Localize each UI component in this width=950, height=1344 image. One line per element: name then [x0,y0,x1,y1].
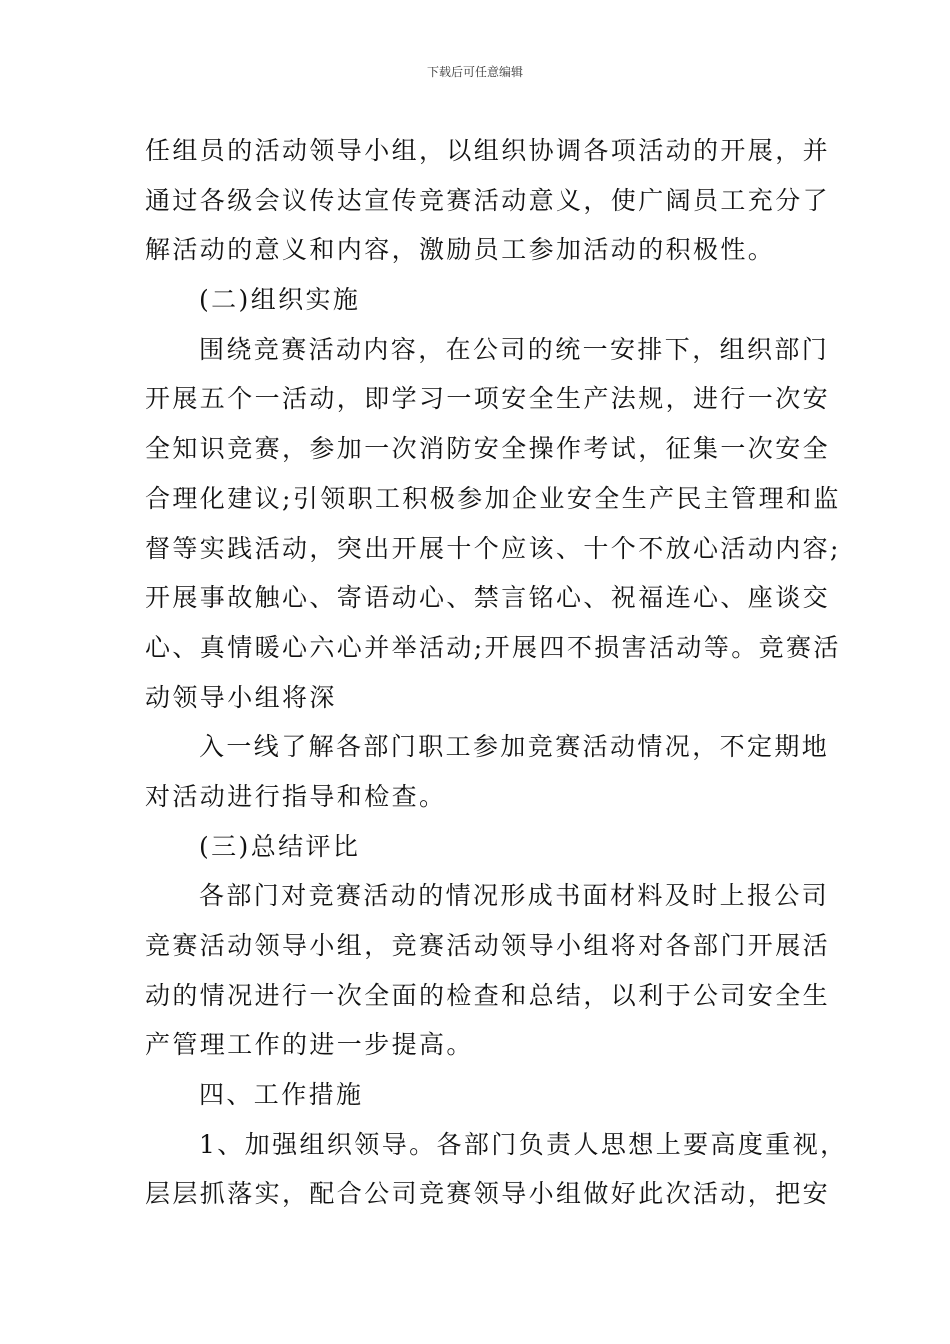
section-heading: 四、工作措施 [199,1080,364,1110]
text-line: 1、加强组织领导。各部门负责人思想上要高度重视， [199,1129,848,1159]
text-line: 竞赛活动领导小组，竞赛活动领导小组将对各部门开展活 [145,931,831,960]
document-body [145,126,848,1219]
text-line: 解活动的意义和内容，激励员工参加活动的积极性。 [145,235,776,265]
text-line: 开展五个一活动，即学习一项安全生产法规，进行一次安 [145,384,831,414]
text-line: 对活动进行指导和检查。 [145,781,447,811]
text-line: 入一线了解各部门职工参加竞赛活动情况，不定期地 [199,732,830,762]
text-line: 层层抓落实，配合公司竞赛领导小组做好此次活动，把安 [145,1179,831,1209]
text-line: 开展事故触心、寄语动心、禁言铭心、祝福连心、座谈交 [145,583,831,613]
text-line: 各部门对竞赛活动的情况形成书面材料及时上报公司 [199,881,830,911]
section-heading: (三)总结评比 [199,831,361,861]
text-line: 合理化建议;引领职工积极参加企业安全生产民主管理和监 [145,483,841,513]
page-header: 下载后可任意编辑 [426,65,523,79]
text-line: 任组员的活动领导小组，以组织协调各项活动的开展，并 [145,136,831,165]
text-line: 产管理工作的进一步提高。 [145,1030,474,1060]
text-line: 全知识竞赛，参加一次消防安全操作考试，征集一次安全 [145,434,831,464]
text-line: 心、真情暖心六心并举活动;开展四不损害活动等。竞赛活 [145,632,841,662]
text-line: 动领导小组将深 [145,682,337,712]
text-line: 动的情况进行一次全面的检查和总结，以利于公司安全生 [145,980,831,1010]
text-line: 督等实践活动，突出开展十个应该、十个不放心活动内容; [145,533,841,563]
section-heading: (二)组织实施 [199,285,361,315]
text-line: 通过各级会议传达宣传竞赛活动意义，使广阔员工充分了 [145,185,831,215]
text-line: 围绕竞赛活动内容，在公司的统一安排下，组织部门 [199,334,830,364]
